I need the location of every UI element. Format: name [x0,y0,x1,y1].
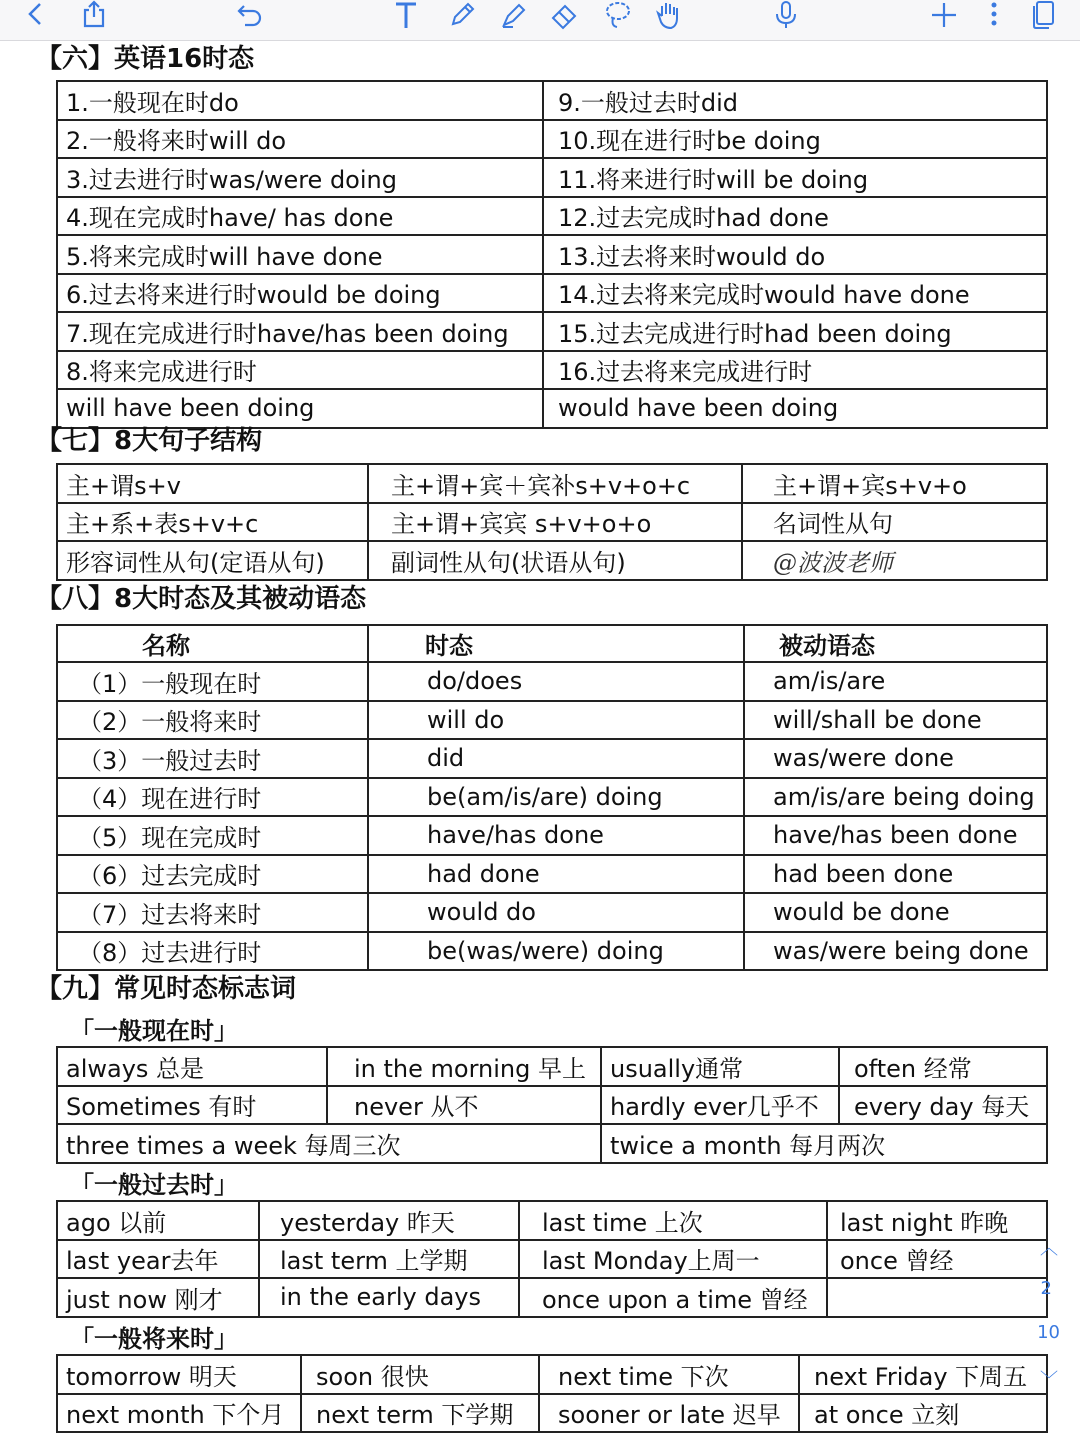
table-cell: am/is/are [744,662,1047,701]
table-cell: 主+谓+宾宾 s+v+o+o [368,503,742,542]
table-cell: 4.现在完成时have/ has done [57,197,543,236]
table-cell: hardly ever几乎不 [601,1086,839,1125]
table-cell: next time 下次 [539,1355,799,1394]
table-cell: 7.现在完成进行时have/has been doing [57,312,543,351]
table-cell: was/were done [744,739,1047,778]
table-cell: 9.一般过去时did [543,81,1047,120]
table-cell: 5.将来完成时will have done [57,235,543,274]
table-row [57,464,1047,503]
table-cell: 主+系+表s+v+c [57,503,368,542]
table-cell: （6）过去完成时 [57,855,368,894]
table-row [57,274,1047,313]
table-cell: sooner or late 迟早 [539,1394,799,1433]
header-tense: 时态 [368,625,744,662]
table-cell: will have been doing [57,389,543,428]
simple-future-signal-table [56,1354,1048,1433]
table-cell: do/does [368,662,744,701]
table-row [57,1355,1047,1394]
table-row [57,701,1047,740]
table-row [57,541,1047,580]
table-cell: 2.一般将来时will do [57,120,543,159]
more-icon[interactable] [976,0,1012,30]
share-icon[interactable] [76,0,112,30]
table-row [57,662,1047,701]
table-cell [827,1278,1047,1317]
label-simple-past: 「一般过去时」 [70,1171,238,1199]
table-cell: 16.过去将来完成进行时 [543,351,1047,390]
section-title-passive-voice: 【八】8大时态及其被动语态 [36,584,367,614]
eraser-icon[interactable] [546,0,582,30]
table-cell: would do [368,893,744,932]
signature-text: @波波老师 [742,541,1047,580]
table-cell: 6.过去将来进行时would be doing [57,274,543,313]
table-row [57,120,1047,159]
table-cell: 10.现在进行时be doing [543,120,1047,159]
table-cell: once 曾经 [827,1240,1047,1279]
table-cell: yesterday 昨天 [259,1201,519,1240]
page-current: 2 [1040,1278,1052,1299]
table-cell: am/is/are being doing [744,778,1047,817]
table-row [57,1047,1047,1086]
table-cell: last Monday上周一 [519,1240,827,1279]
table-row [57,1394,1047,1433]
label-simple-present: 「一般现在时」 [70,1017,238,1045]
table-cell: next month 下个月 [57,1394,301,1433]
table-cell: last night 昨晚 [827,1201,1047,1240]
table-cell: （4）现在进行时 [57,778,368,817]
table-cell: soon 很快 [301,1355,539,1394]
table-cell: never 从不 [327,1086,601,1125]
page-total: 10 [1037,1322,1060,1343]
table-cell: three times a week 每周三次 [57,1124,601,1163]
table-cell: in the morning 早上 [327,1047,601,1086]
lasso-icon[interactable] [600,0,636,30]
table-cell: （7）过去将来时 [57,893,368,932]
table-cell: every day 每天 [839,1086,1047,1125]
table-row [57,778,1047,817]
passive-voice-table [56,624,1048,971]
table-cell: next term 下学期 [301,1394,539,1433]
table-cell: usually通常 [601,1047,839,1086]
table-cell: at once 立刻 [799,1394,1047,1433]
table-row [57,503,1047,542]
table-cell: 3.过去进行时was/were doing [57,158,543,197]
mic-icon[interactable] [768,0,804,30]
highlighter-icon[interactable] [496,0,532,30]
table-cell: did [368,739,744,778]
table-cell: have/has done [368,816,744,855]
table-row [57,235,1047,274]
table-cell: 副词性从句(状语从句) [368,541,742,580]
table-cell: ago 以前 [57,1201,259,1240]
table-row [57,1201,1047,1240]
table-cell: last year去年 [57,1240,259,1279]
table-cell: be(was/were) doing [368,932,744,971]
table-cell: 13.过去将来时would do [543,235,1047,274]
hand-icon[interactable] [650,0,686,30]
section-title-signal-words: 【九】常见时态标志词 [36,974,297,1004]
undo-icon[interactable] [232,0,268,30]
table-row [57,932,1047,971]
simple-past-signal-table [56,1200,1048,1318]
table-cell: will/shall be done [744,701,1047,740]
table-cell: （5）现在完成时 [57,816,368,855]
table-row [57,1124,1047,1163]
table-cell: was/were being done [744,932,1047,971]
table-cell: will do [368,701,744,740]
table-cell: （8）过去进行时 [57,932,368,971]
table-cell: 主+谓s+v [57,464,368,503]
table-row [57,1086,1047,1125]
table-cell: 主+谓+宾s+v+o [742,464,1047,503]
table-cell: just now 刚才 [57,1278,259,1317]
table-cell: last time 上次 [519,1201,827,1240]
table-row [57,855,1047,894]
table-row [57,389,1047,428]
pen-icon[interactable] [444,0,480,30]
table-cell: （1）一般现在时 [57,662,368,701]
table-cell: next Friday 下周五 [799,1355,1047,1394]
tenses-16-table [56,80,1048,429]
pages-icon[interactable] [1026,0,1062,30]
header-passive: 被动语态 [744,625,1047,662]
table-cell: 14.过去将来完成时would have done [543,274,1047,313]
table-row [57,81,1047,120]
table-cell: in the early days [259,1278,519,1317]
page-down-icon[interactable]: ﹀ [1040,1370,1058,1391]
table-cell: 11.将来进行时will be doing [543,158,1047,197]
header-name: 名称 [57,625,368,662]
section-title-16-tenses: 【六】英语16时态 [36,44,255,74]
table-cell: have/has been done [744,816,1047,855]
table-cell: had done [368,855,744,894]
table-cell: 15.过去完成进行时had been doing [543,312,1047,351]
table-row [57,1278,1047,1317]
table-cell: often 经常 [839,1047,1047,1086]
table-cell: last term 上学期 [259,1240,519,1279]
table-cell: would be done [744,893,1047,932]
back-icon[interactable] [18,0,54,30]
page-up-icon[interactable]: ︿ [1040,1238,1058,1259]
add-icon[interactable] [926,0,962,30]
label-simple-future: 「一般将来时」 [70,1325,238,1353]
sentence-structure-table [56,463,1048,581]
table-cell: tomorrow 明天 [57,1355,301,1394]
table-row [57,312,1047,351]
table-cell: had been done [744,855,1047,894]
table-row [57,816,1047,855]
table-row [57,893,1047,932]
table-row [57,351,1047,390]
table-row [57,1240,1047,1279]
table-cell: （2）一般将来时 [57,701,368,740]
table-cell: 名词性从句 [742,503,1047,542]
table-cell: （3）一般过去时 [57,739,368,778]
text-tool-icon[interactable] [388,0,424,30]
table-row [57,158,1047,197]
section-title-sentence-structures: 【七】8大句子结构 [36,426,263,456]
table-cell: twice a month 每月两次 [601,1124,1047,1163]
table-cell: 形容词性从句(定语从句) [57,541,368,580]
table-row [57,197,1047,236]
simple-present-signal-table [56,1046,1048,1164]
table-cell: 8.将来完成进行时 [57,351,543,390]
table-cell: Sometimes 有时 [57,1086,327,1125]
table-cell: always 总是 [57,1047,327,1086]
table-cell: be(am/is/are) doing [368,778,744,817]
table-cell: 12.过去完成时had done [543,197,1047,236]
table-cell: 1.一般现在时do [57,81,543,120]
table-row [57,739,1047,778]
table-cell: 主+谓+宾＋宾补s+v+o+c [368,464,742,503]
app-toolbar [0,0,1080,41]
table-cell: once upon a time 曾经 [519,1278,827,1317]
table-cell: would have been doing [543,389,1047,428]
